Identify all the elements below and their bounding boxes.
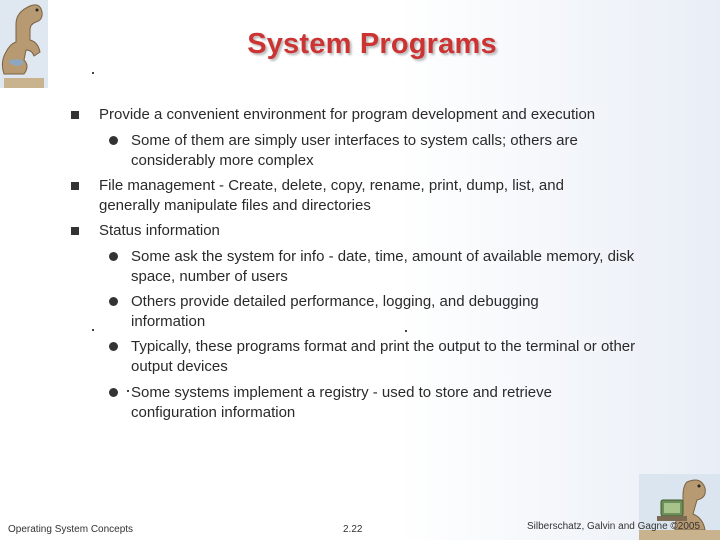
square-bullet-icon — [71, 182, 79, 190]
footer-page-number: 2.22 — [343, 524, 363, 535]
square-bullet-icon — [71, 227, 79, 235]
bullet-text: Provide a convenient environment for program development and execution — [99, 106, 596, 123]
sub-bullet-text: Some of them are simply user interfaces to system calls; others are considerably more complex — [131, 132, 578, 169]
sub-bullet-text: Some ask the system for info - date, time, amount of available memory, disk space, number of users — [131, 248, 635, 285]
round-bullet-icon — [109, 388, 118, 397]
round-bullet-icon — [109, 136, 118, 145]
round-bullet-icon — [109, 297, 118, 306]
stray-dot — [92, 329, 94, 331]
footer-copyright: Silberschatz, Galvin and Gagne ©2005 — [527, 521, 701, 532]
sub-bullet-text: Some systems implement a registry - used to store and retrieve configuration information — [131, 384, 552, 421]
bullet-text: Status information — [99, 222, 220, 239]
sub-bullet-text: Others provide detailed performance, logging, and debugging information — [131, 293, 539, 330]
bullet-text: File management - Create, delete, copy, rename, print, dump, list, and generally manipulate files and directories — [99, 177, 564, 214]
sub-bullet-text: Typically, these programs format and print the output to the terminal or other output devices — [131, 338, 636, 375]
stray-dot — [127, 390, 129, 392]
round-bullet-icon — [109, 342, 118, 351]
round-bullet-icon — [109, 252, 118, 261]
footer-course-title: Operating System Concepts — [8, 524, 134, 535]
slide-title: System Programs — [247, 28, 497, 60]
stray-dot — [92, 72, 94, 74]
square-bullet-icon — [71, 111, 79, 119]
